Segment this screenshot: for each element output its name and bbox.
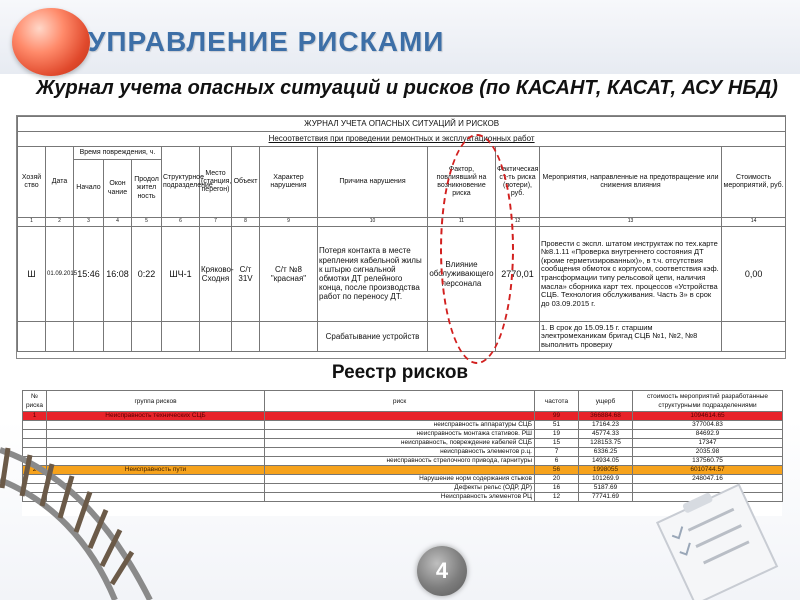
reg-header-freq: частота <box>535 391 579 412</box>
register-cell-risk: неисправность элементов р.ц. <box>265 448 535 457</box>
register-cell-risk: неисправность монтажа стативов. РШ <box>265 430 535 439</box>
header-duration: Продол жител ность <box>132 160 162 218</box>
register-cell-freq: 20 <box>535 475 579 484</box>
register-cell-freq: 56 <box>535 466 579 475</box>
cell-measure-cost: 0,00 <box>722 227 786 322</box>
cell-actual-cost: 2770,01 <box>496 227 540 322</box>
cell-factor: Влияние обслуживающего персонала <box>428 227 496 322</box>
header-measures: Мероприятия, направленные на предотвращение или снижения влияния <box>540 147 722 218</box>
register-cell-cost: 17347 <box>633 439 783 448</box>
register-cell-damage: 6336.25 <box>579 448 633 457</box>
col-number: 2 <box>46 218 74 227</box>
register-cell-freq: 7 <box>535 448 579 457</box>
register-cell-damage: 128153.75 <box>579 439 633 448</box>
journal-subtitle: Несоответствия при проведении ремонтных и эксплуатационных работ <box>18 132 786 147</box>
register-cell-num <box>23 421 47 430</box>
register-risk-row <box>23 421 783 430</box>
register-cell-freq: 51 <box>535 421 579 430</box>
col-number: 11 <box>428 218 496 227</box>
col-number: 10 <box>318 218 428 227</box>
register-cell-num: 2 <box>23 466 47 475</box>
header-actual-cost: Фактическая ст-ть риска (потери), руб. <box>496 147 540 218</box>
header-place: Место (станция, перегон) <box>200 147 232 218</box>
register-cell-damage: 14934.05 <box>579 457 633 466</box>
register-cell-damage: 5187.69 <box>579 484 633 493</box>
header-object: Объект <box>232 147 260 218</box>
register-cell-freq: 12 <box>535 493 579 502</box>
rails-decoration <box>0 430 180 600</box>
header-nature: Характер нарушения <box>260 147 318 218</box>
page-title: УПРАВЛЕНИЕ РИСКАМИ <box>88 26 445 57</box>
col-number: 9 <box>260 218 318 227</box>
col-number: 14 <box>722 218 786 227</box>
register-cell-risk <box>265 412 535 421</box>
header-factor: Фактор, повлиявший на возникновение риска <box>428 147 496 218</box>
register-cell-group <box>47 421 265 430</box>
header-date: Дата <box>46 147 74 218</box>
register-cell-damage: 101269.9 <box>579 475 633 484</box>
reg-header-cost: стоимость мероприятий разработанные структурными подразделениями <box>633 391 783 412</box>
checklist-clipboard-decoration <box>640 480 790 600</box>
cell-object: С/т 31V <box>232 227 260 322</box>
col-number: 5 <box>132 218 162 227</box>
register-cell-risk: неисправность стрелочного привода, гарнитуры <box>265 457 535 466</box>
register-cell-damage: 45774.33 <box>579 430 633 439</box>
register-cell-risk: неисправность, повреждение кабелей СЦБ <box>265 439 535 448</box>
reg-header-damage: ущерб <box>579 391 633 412</box>
register-cell-cost: 248047.16 <box>633 475 783 484</box>
register-cell-cost: 84692.9 <box>633 430 783 439</box>
col-number: 12 <box>496 218 540 227</box>
register-cell-risk: Неисправность элементов РЦ <box>265 493 535 502</box>
cell-nature: С/т №8 "красная" <box>260 227 318 322</box>
register-cell-cost: 6010744.57 <box>633 466 783 475</box>
cell-start: 15:46 <box>74 227 104 322</box>
register-cell-damage: 366884.68 <box>579 412 633 421</box>
cell-duration: 0:22 <box>132 227 162 322</box>
register-cell-risk: Нарушение норм содержания стыков <box>265 475 535 484</box>
cell-end: 16:08 <box>104 227 132 322</box>
reg-header-num: № риска <box>23 391 47 412</box>
register-cell-cost: 137560.75 <box>633 457 783 466</box>
register-cell-cost: 1094614.65 <box>633 412 783 421</box>
register-cell-group: Неисправность технических СЦБ <box>47 412 265 421</box>
slide-number-badge: 4 <box>417 546 467 596</box>
register-cell-cost: 2035.98 <box>633 448 783 457</box>
register-cell-group: Неисправность пути <box>47 466 265 475</box>
register-cell-damage: 1998055 <box>579 466 633 475</box>
header-cause: Причина нарушения <box>318 147 428 218</box>
col-number: 13 <box>540 218 722 227</box>
register-cell-cost: 377004.83 <box>633 421 783 430</box>
cell-date: 01.09.2015 <box>46 227 74 322</box>
col-number: 1 <box>18 218 46 227</box>
register-cell-risk <box>265 466 535 475</box>
register-cell-risk: неисправность аппаратуры СЦБ <box>265 421 535 430</box>
register-title: Реестр рисков <box>331 362 469 383</box>
register-cell-freq: 6 <box>535 457 579 466</box>
header-start: Начало <box>74 160 104 218</box>
header-farm: Хозяй ство <box>18 147 46 218</box>
col-number: 8 <box>232 218 260 227</box>
col-number: 7 <box>200 218 232 227</box>
col-number: 6 <box>162 218 200 227</box>
register-cell-num: 1 <box>23 412 47 421</box>
header-damage-time: Время повреждения, ч. <box>74 147 162 160</box>
register-cell-freq: 15 <box>535 439 579 448</box>
col-number: 4 <box>104 218 132 227</box>
register-cell-damage: 17164.23 <box>579 421 633 430</box>
cell-measures-2: 1. В срок до 15.09.15 г. старшим электромеханикам бригад СЦБ №1, №2, №8 выполнить проверку <box>540 322 722 352</box>
cell-farm: Ш <box>18 227 46 322</box>
journal-title: ЖУРНАЛ УЧЕТА ОПАСНЫХ СИТУАЦИЙ И РИСКОВ <box>18 117 786 132</box>
cell-measures: Провести с экспл. штатом инструктаж по тех.карте №8.1.11 «Проверка внутреннего состояния ДТ (кроме герметизированных)», в т.ч. отсутствия сообщения обмоток с корпусом, соответствия кэф. трансформации типу рельсовой цепи, наличия масла» сборника карт тех. процессов «Устройства СЦБ. Технология обслуживания. Часть 3» в срок до 03.09.2015 г. <box>540 227 722 322</box>
reg-header-group: группа рисков <box>47 391 265 412</box>
register-cell-damage: 77741.69 <box>579 493 633 502</box>
header-end: Окон чание <box>104 160 132 218</box>
header-measure-cost: Стоимость мероприятий, руб. <box>722 147 786 218</box>
register-cell-freq: 99 <box>535 412 579 421</box>
header-unit: Структурное подразделение <box>162 147 200 218</box>
register-group-row <box>23 412 783 421</box>
cell-cause-2: Срабатывание устройств <box>318 322 428 352</box>
cell-unit: ШЧ-1 <box>162 227 200 322</box>
cell-cause: Потеря контакта в месте крепления кабельной жилы к штырю сигнальной обмотки ДТ релейного конца, после производства работ по переносу ДТ. <box>318 227 428 322</box>
journal-table <box>16 115 786 359</box>
page-subtitle: Журнал учета опасных ситуаций и рисков (по КАСАНТ, КАСАТ, АСУ НБД) <box>36 77 778 99</box>
decorative-orb <box>12 8 90 76</box>
reg-header-risk: риск <box>265 391 535 412</box>
register-cell-freq: 19 <box>535 430 579 439</box>
cell-place: Кряково-Сходня <box>200 227 232 322</box>
register-cell-risk: Дефекты рельс (ОДР, ДР) <box>265 484 535 493</box>
register-cell-freq: 16 <box>535 484 579 493</box>
col-number: 3 <box>74 218 104 227</box>
